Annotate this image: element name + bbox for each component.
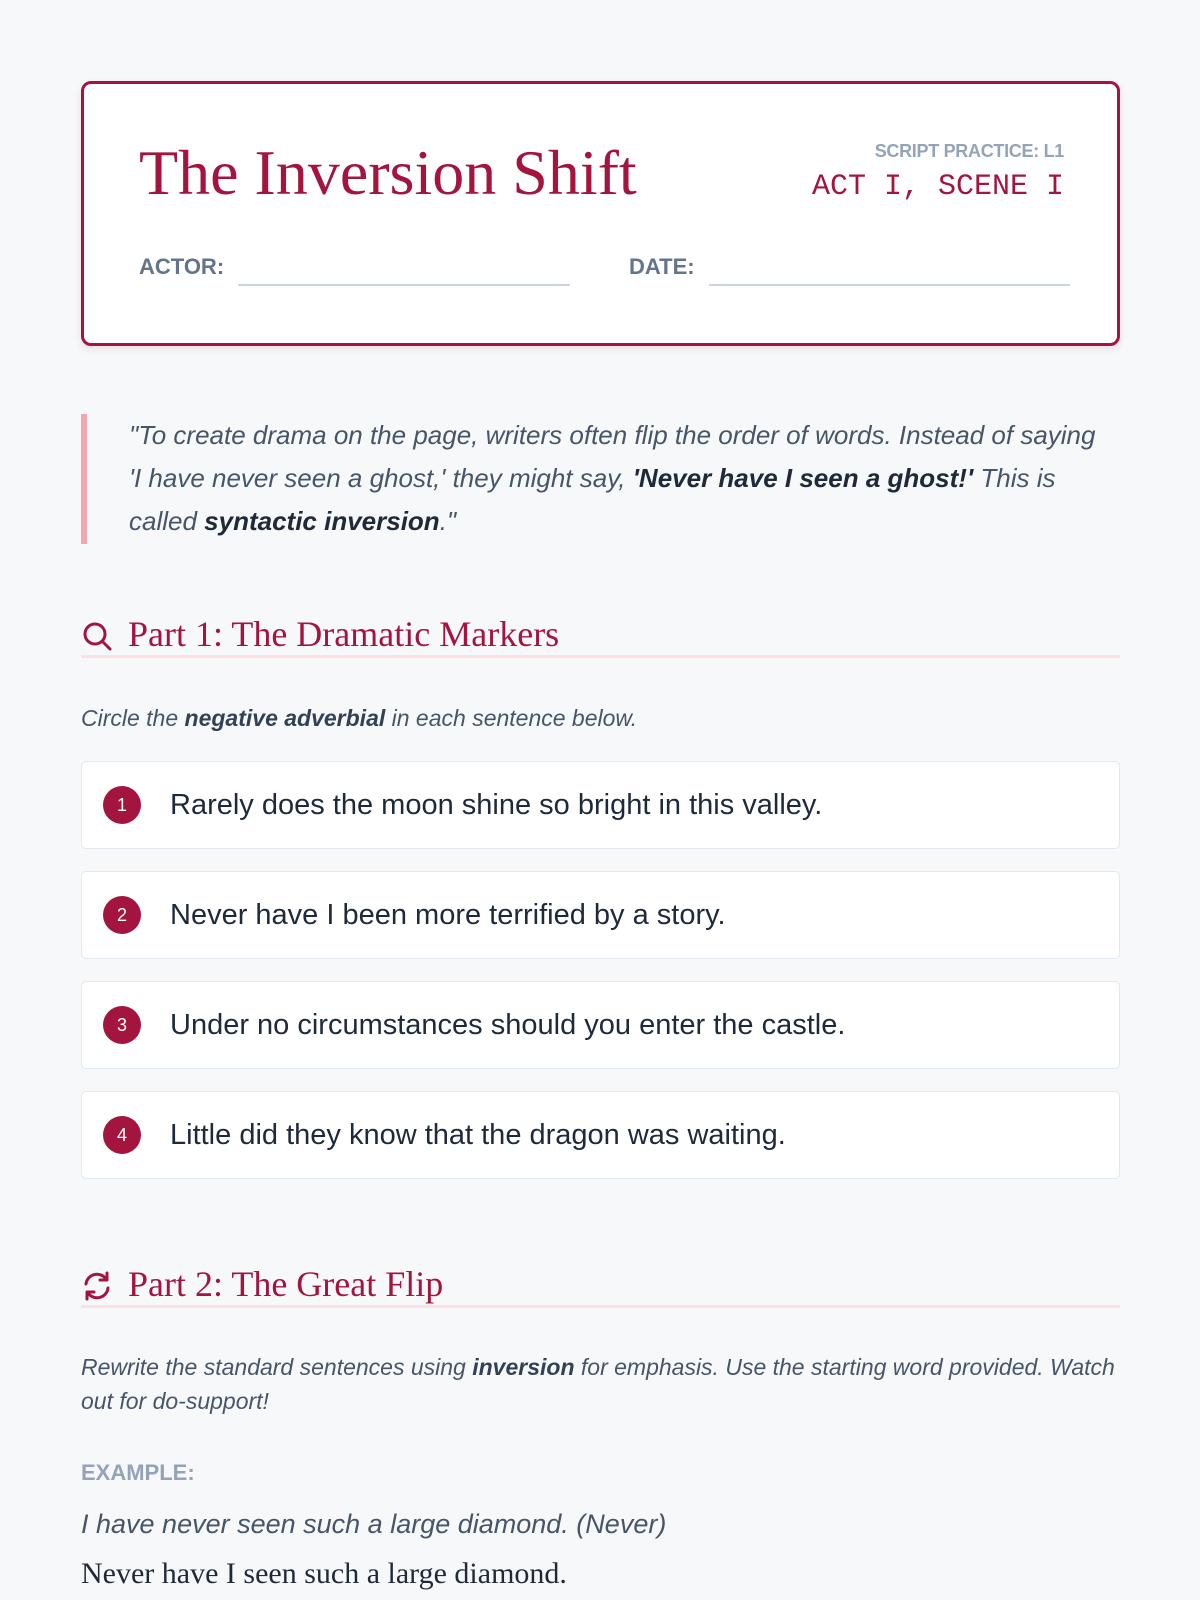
quote-bold-1: 'Never have I seen a ghost!' [632,463,974,493]
quote-text-1: "To create drama on the page, writers often flip the order of words. Instead of saying 'I have never seen a ghost,' they might say, [129,420,1096,493]
item-number-badge: 1 [103,786,141,824]
field-row [139,254,1070,286]
act-label: ACT I, SCENE I [811,170,1064,204]
sentence-card [81,761,1120,849]
part1-heading [81,614,1120,658]
item-number-badge: 4 [103,1116,141,1154]
script-meta [812,142,1064,202]
part2-title: Part 2: The Great Flip [128,1264,444,1304]
date-field [629,254,1070,286]
sentence-text[interactable]: Under no circumstances should you enter the castle. [170,1009,846,1041]
actor-label: ACTOR: [139,254,225,279]
date-label: DATE: [629,254,695,279]
sentence-text[interactable]: Rarely does the moon shine so bright in this valley. [170,789,823,821]
practice-label: SCRIPT PRACTICE: L1 [874,141,1064,161]
date-input-line[interactable] [709,254,1070,286]
sentence-text[interactable]: Never have I been more terrified by a story. [170,899,726,931]
part2-instructions [81,1350,1120,1418]
sentence-card [81,871,1120,959]
actor-input-line[interactable] [238,254,570,286]
refresh-icon [81,1270,113,1302]
header-card [81,81,1120,346]
quote-bold-2: syntactic inversion [204,506,440,536]
instr1-post: in each sentence below. [385,705,638,731]
instr1-pre: Circle the [81,705,185,731]
sentence-text[interactable]: Little did they know that the dragon was waiting. [170,1119,786,1151]
sentence-list [81,761,1120,1201]
part1-title: Part 1: The Dramatic Markers [128,614,560,654]
quote-text-3: ." [439,506,457,536]
instr2-post: for emphasis. Use the starting word provided. Watch out for do-support! [81,1354,1115,1414]
part2-heading [81,1264,1120,1308]
item-number-badge: 3 [103,1006,141,1044]
example-answer: Never have I seen such a large diamond. [81,1557,567,1590]
actor-field [139,254,570,286]
part1-instructions [81,701,1120,735]
item-number-badge: 2 [103,896,141,934]
intro-quote [81,414,1120,544]
instr2-pre: Rewrite the standard sentences using [81,1354,473,1380]
page-title: The Inversion Shift [139,137,637,208]
example-original-sentence: I have never seen such a large diamond. (Never) [81,1509,667,1539]
sentence-card [81,1091,1120,1179]
example-label: EXAMPLE: [81,1460,195,1485]
instr2-bold: inversion [472,1354,575,1380]
sentence-card [81,981,1120,1069]
search-icon [81,620,113,652]
instr1-bold: negative adverbial [184,705,386,731]
quote-text-2: This is called [129,463,1056,536]
